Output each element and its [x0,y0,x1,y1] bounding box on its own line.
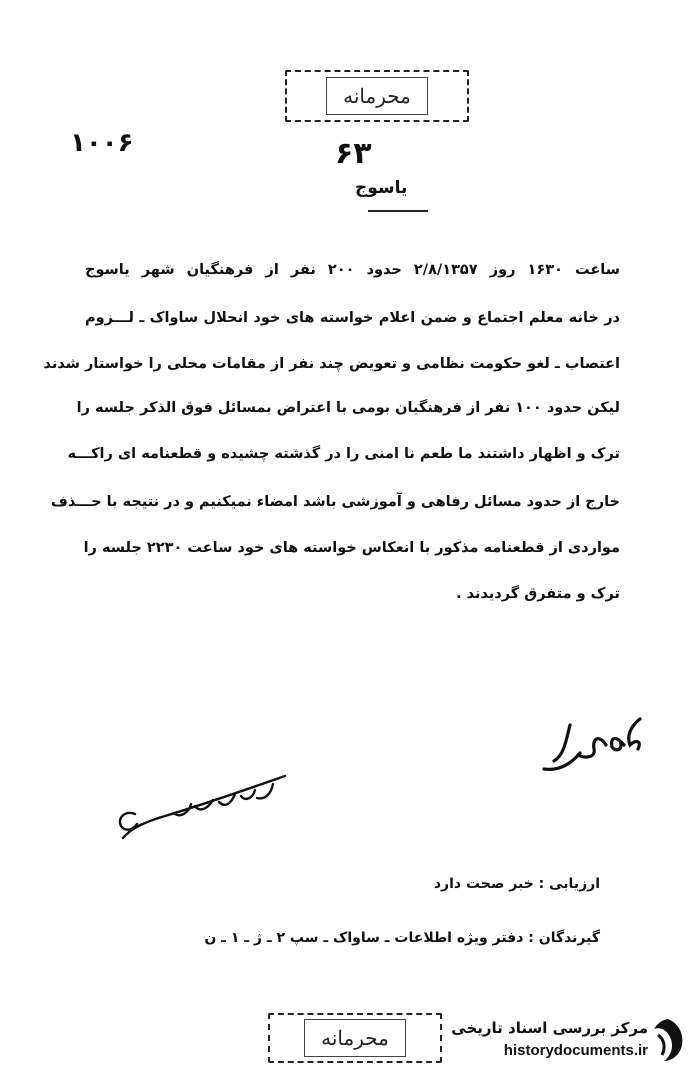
body-line-5: ترک و اظهار داشتند ما طعم نا امنی را در گذشته چشیده و قطعنامه ای راکـــه [67,446,620,462]
recipients-line: گیرندگان : دفتر ویژه اطلاعات ـ ساواک ـ سپ ۲ ـ ژ ـ ۱ ـ ن [204,930,600,946]
handwritten-note [95,770,295,850]
page-number: ۶۳ [335,136,372,171]
handwritten-signature [540,705,660,775]
stamp-label: محرمانه [326,77,428,115]
body-line-4: لیکن حدود ۱۰۰ نفر از فرهنگیان بومی با اعتراض بمسائل فوق الذکر جلسه را [76,400,620,416]
body-line-3: اعتصاب ـ لغو حکومت نظامی و تعویض چند نفر از مقامات محلی را خواستار شدند [43,356,620,372]
stamp-label: محرمانه [304,1019,406,1057]
confidential-stamp-top [285,70,469,122]
confidential-stamp-bottom [268,1013,442,1063]
archive-brand: مرکز بررسی اسناد تاریخی [451,1019,648,1037]
document-number: ۱۰۰۶ [70,128,134,158]
body-line-6: خارج از حدود مسائل رفاهی و آموزشی باشد امضاء نمیکنیم و در نتیجه با حـــذف [51,494,620,510]
archive-url: historydocuments.ir [503,1042,648,1059]
body-line-7: مواردی از قطعنامه مذکور با انعکاس خواسته های خود ساعت ۲۲۳۰ جلسه را [83,540,620,556]
body-line-2: در خانه معلم اجتماع و ضمن اعلام خواسته های خود انحلال ساواک ـ لـــزوم [85,310,620,326]
body-line-8: ترک و متفرق گردیدند . [456,586,620,602]
evaluation-line: ارزیابی : خبر صحت دارد [433,876,600,892]
archive-logo-icon [648,1015,688,1065]
city-heading: یاسوج [355,178,408,198]
body-line-1: ساعت ۱۶۳۰ روز ۲/۸/۱۳۵۷ حدود ۲۰۰ نفر از فرهنگیان شهر یاسوج [85,262,620,278]
heading-underline [368,210,428,212]
